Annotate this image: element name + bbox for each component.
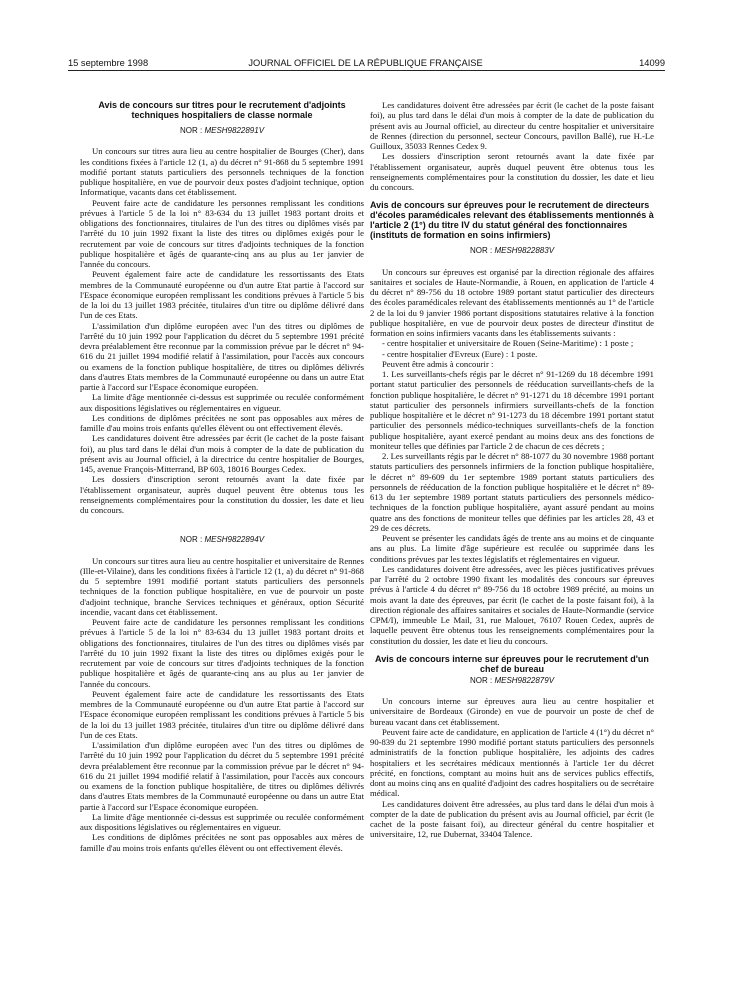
notice2-nor — [80, 535, 364, 545]
nor-code: MESH9822891V — [204, 126, 265, 135]
paragraph: 1. Les surveillants-chefs régis par le décret n° 91-1269 du 18 décembre 1991 portant statut particulier des personnels de rééducation surveillants-chefs de la fonction publique hospitalière, le décret n° 91-1271 du 18 décembre 1991 portant statut particulier des personnels infirmiers surveillants-chefs de la fonction publique hospitalière et le décret n° 91-1273 du 18 décembre 1991 portant statut particulier des personnels médico-techniques surveillants-chefs de la fonction publique hospitalière, ayant exercé pendant au moins deux ans des fonctions de moniteur telles que définies par l'article 2 de chacun de ces décrets ; — [370, 369, 654, 451]
notice4-nor — [370, 676, 654, 686]
list-item: - centre hospitalier d'Evreux (Eure) : 1 poste. — [382, 348, 538, 359]
nor-label: NOR : — [179, 535, 203, 545]
notice1-nor — [80, 126, 364, 136]
list-item: - centre hospitalier et universitaire de Rouen (Seine-Maritime) : 1 poste ; — [382, 338, 634, 349]
paragraph: Les conditions de diplômes précitées ne sont pas opposables aux mères de famille d'au moins trois enfants qu'elles élèvent ou ont effectivement élevés. — [80, 832, 364, 853]
paragraph: Peuvent faire acte de candidature les personnes remplissant les conditions prévues à l'article 5 de la loi n° 83-634 du 13 juillet 1983 portant droits et obligations des fonctionnaires, titulaires de l'un des titres ou diplômes visés par l'arrêté du 10 juin 1992 fixant la liste des titres ou diplômes exigés pour le recrutement par voie de concours sur titres d'adjoints techniques de la fonction publique hospitalière et âgés de quarante-cinq ans au plus au 1er janvier de l'année du concours. — [80, 197, 364, 269]
paragraph: Peuvent également faire acte de candidature les ressortissants des Etats membres de la Communauté européenne ou d'un autre Etat partie à l'accord sur l'Espace économique européen remplissant les conditions prévues à l'article 5 bis de la loi du 13 juillet 1983 précitée, titulaires d'un titre ou diplôme délivré dans l'un de ces Etats. — [80, 269, 364, 321]
paragraph: Peuvent faire acte de candidature, en application de l'article 4 (1°) du décret n° 90-839 du 21 septembre 1990 modifié portant statuts particuliers des personnels administratifs de la fonction publique hospitalière, les adjoints des cadres hospitaliers et les secrétaires médicaux mentionnés à l'article 1er du décret précité, en fonctions, comptant au moins huit ans de services publics effectifs, dont au moins cinq ans en qualité d'adjoint des cadres hospitaliers ou de secrétaire médical. — [370, 726, 654, 799]
notice3-nor — [370, 246, 654, 256]
paragraph: 2. Les surveillants régis par le décret n° 88-1077 du 30 novembre 1988 portant statuts particuliers des personnels infirmiers de la fonction publique hospitalière, le décret n° 89-609 du 1er septembre 1989 portant statuts particuliers des personnels de rééducation de la fonction publique hospitalière et le décret n° 89-613 du 1er septembre 1989 portant statuts particuliers des personnels médico-techniques de la fonction publique hospitalière, ayant assuré pendant au moins quatre ans des fonctions de moniteur telles que définies par les articles 28, 43 et 29 de ces décrets. — [370, 451, 654, 533]
paragraph: Les dossiers d'inscription seront retournés avant la date fixée par l'établissement organisateur, auprès duquel peuvent être obtenus tous les renseignements complémentaires pour la constitution du dossier, les date et lieu du concours. — [80, 474, 364, 515]
nor-code: MESH9822879V — [494, 675, 555, 685]
notice1-heading: Avis de concours sur titres pour le recrutement d'adjoints techniques hospitaliers de classe normale — [98, 100, 346, 120]
paragraph: La limite d'âge mentionnée ci-dessus est supprimée ou reculée conformément aux dispositions législatives ou réglementaires en vigueur. — [80, 811, 364, 832]
paragraph: La limite d'âge mentionnée ci-dessus est supprimée ou reculée conformément aux dispositions législatives ou réglementaires en vigueur. — [80, 392, 364, 413]
notice4-heading: Avis de concours interne sur épreuves pour le recrutement d'un chef de bureau — [375, 653, 649, 674]
paragraph: Les candidatures doivent être adressées, au plus tard dans le délai d'un mois à compter de la date de publication du présent avis au Journal officiel, par écrit (le cachet de la poste faisant foi), au directeur général du centre hospitalier et universitaire, 12, rue Dubernat, 33404 Talence. — [370, 798, 654, 840]
paragraph: Les conditions de diplômes précitées ne sont pas opposables aux mères de famille d'au moins trois enfants qu'elles élèvent ou ont effectivement élevés. — [80, 412, 364, 433]
nor-code: MESH9822894V — [204, 535, 265, 545]
paragraph: Peuvent être admis à concourir : — [382, 358, 494, 369]
paragraph: Les candidatures doivent être adressées par écrit (le cachet de la poste faisant foi), au plus tard dans le délai d'un mois à compter de la date de publication du présent avis au Journal officiel, à la directrice du centre hospitalier de Bourges, 145, avenue François-Mitterrand, BP 603, 18016 Bourges Cedex. — [80, 433, 364, 474]
paragraph: Les candidatures doivent être adressées par écrit (le cachet de la poste faisant foi), au plus tard dans le délai d'un mois à compter de la date de publication du présent avis au Journal officiel, au directeur du centre hospitalier et universitaire de Rennes (direction du personnel, secteur Concours, pavillon Ballé), rue H.-Le Guilloux, 35033 Rennes Cedex 9. — [370, 100, 654, 151]
nor-label: NOR : — [179, 126, 203, 135]
paragraph: Peuvent se présenter les candidats âgés de trente ans au moins et de cinquante ans au plus. La limite d'âge supérieure est reculée ou supprimée dans les conditions prévues par les textes législatifs et réglementaires en vigueur. — [370, 533, 654, 564]
notice3-heading: Avis de concours sur épreuves pour le recrutement de directeurs d'écoles paramédicales relevant des établissements mentionnés à l'article 2 (1°) du titre IV du statut général des fonctionnaires (instituts de formation en soins infirmiers) — [370, 200, 654, 241]
nor-label: NOR : — [469, 246, 493, 256]
paragraph: Peuvent faire acte de candidature les personnes remplissant les conditions prévues à l'article 5 de la loi n° 83-634 du 13 juillet 1983 portant droits et obligations des fonctionnaires, titulaires de l'un des titres ou diplômes visés par l'arrêté du 10 juin 1992 fixant la liste des titres ou diplômes exigés pour le recrutement par voie de concours sur titres d'adjoints techniques de la fonction publique hospitalière et âgés de quarante-cinq ans au plus au 1er janvier de l'année du concours. — [80, 617, 364, 689]
header-rule — [68, 70, 665, 71]
paragraph: Un concours sur titres aura lieu au centre hospitalier et universitaire de Rennes (Ille-et-Vilaine), dans les conditions fixées à l'article 12 (1, a) du décret n° 91-868 du 5 septembre 1991 modifié portant statuts particuliers des personnels techniques de la fonction publique hospitalière, en vue de pourvoir un poste d'adjoint technique, branche Services techniques et généraux, option Sécurité incendie, vacant dans cet établissement. — [80, 555, 364, 617]
paragraph: Les candidatures doivent être adressées, avec les pièces justificatives prévues par l'arrêté du 2 octobre 1990 fixant les modalités des concours sur épreuves prévus à l'article 4 du décret n° 89-756 du 18 octobre 1989 précité, au moins un mois avant la date des épreuves, par écrit (le cachet de la poste faisant foi), à la direction régionale des affaires sanitaires et sociales de Haute-Normandie (service CPM/I), immeuble Le Mail, 31, rue Malouet, 76107 Rouen Cedex, auprès de laquelle peuvent être obtenus tous les renseignements complémentaires pour la constitution du dossier, les date et lieu du concours. — [370, 563, 654, 646]
paragraph: Peuvent également faire acte de candidature les ressortissants des Etats membres de la Communauté européenne ou d'un autre Etat partie à l'accord sur l'Espace économique européen remplissant les conditions prévues à l'article 5 bis de la loi du 13 juillet 1983 précitée, titulaires d'un titre ou diplôme délivré dans l'un de ces Etats. — [80, 688, 364, 740]
nor-code: MESH9822883V — [494, 246, 555, 256]
paragraph: L'assimilation d'un diplôme européen avec l'un des titres ou diplômes de l'arrêté du 10 juin 1992 pour l'application du décret du 5 septembre 1991 précité devra préalablement être reconnue par la commission prévue par le décret n° 94-616 du 21 juillet 1994 modifié relatif à l'assimilation, pour l'accès aux concours ou examens de la fonction publique hospitalière, de titres ou diplômes délivrés dans d'autres Etats membres de la Communauté européenne ou dans un autre Etat partie à l'accord sur l'Espace économique européen. — [80, 320, 364, 392]
header-date: 15 septembre 1998 — [68, 58, 149, 68]
paragraph: Les dossiers d'inscription seront retournés avant la date fixée par l'établissement organisateur, auprès duquel peuvent être obtenus tous les renseignements complémentaires pour la constitution du dossier, les date et lieu du concours. — [370, 151, 654, 192]
nor-label: NOR : — [469, 675, 493, 685]
paragraph: Un concours sur épreuves est organisé par la direction régionale des affaires sanitaires et sociales de Haute-Normandie, à Rouen, en application de l'article 4 du décret n° 89-756 du 18 octobre 1989 portant statut particulier des directeurs des écoles paramédicales relevant des établissements mentionnés au 1° de l'article 2 de la loi du 9 janvier 1986 portant dispositions statutaires relative à la fonction publique hospitalière, en vue de pourvoir deux postes de directeur d'institut de formation en soins infirmiers vacants dans les établissements suivants : — [370, 266, 654, 338]
right-column — [370, 100, 654, 840]
left-column — [80, 100, 364, 853]
paragraph: Un concours sur titres aura lieu au centre hospitalier de Bourges (Cher), dans les conditions fixées à l'article 12 (1, a) du décret n° 91-868 du 5 septembre 1991 modifié portant statuts particuliers des personnels techniques de la fonction publique hospitalière, en vue de pourvoir deux postes d'adjoint technique, option Informatique, vacants dans cet établissement. — [80, 146, 364, 198]
page-header — [0, 0, 731, 70]
paragraph: L'assimilation d'un diplôme européen avec l'un des titres ou diplômes de l'arrêté du 10 juin 1992 pour l'application du décret du 5 septembre 1991 précité devra préalablement être reconnue par la commission prévue par le décret n° 94-616 du 21 juillet 1994 modifié relatif à l'assimilation, pour l'accès aux concours ou examens de la fonction publique hospitalière, de titres ou diplômes délivrés dans d'autres Etats membres de la Communauté européenne ou dans un autre Etat partie à l'accord sur l'Espace économique européen. — [80, 740, 364, 812]
header-page-number: 14099 — [639, 58, 665, 68]
header-title: JOURNAL OFFICIEL DE LA RÉPUBLIQUE FRANÇAISE — [248, 58, 483, 68]
paragraph: Un concours interne sur épreuves aura lieu au centre hospitalier et universitaire de Bordeaux (Gironde) en vue de pourvoir un poste de chef de bureau vacant dans cet établissement. — [370, 696, 654, 727]
